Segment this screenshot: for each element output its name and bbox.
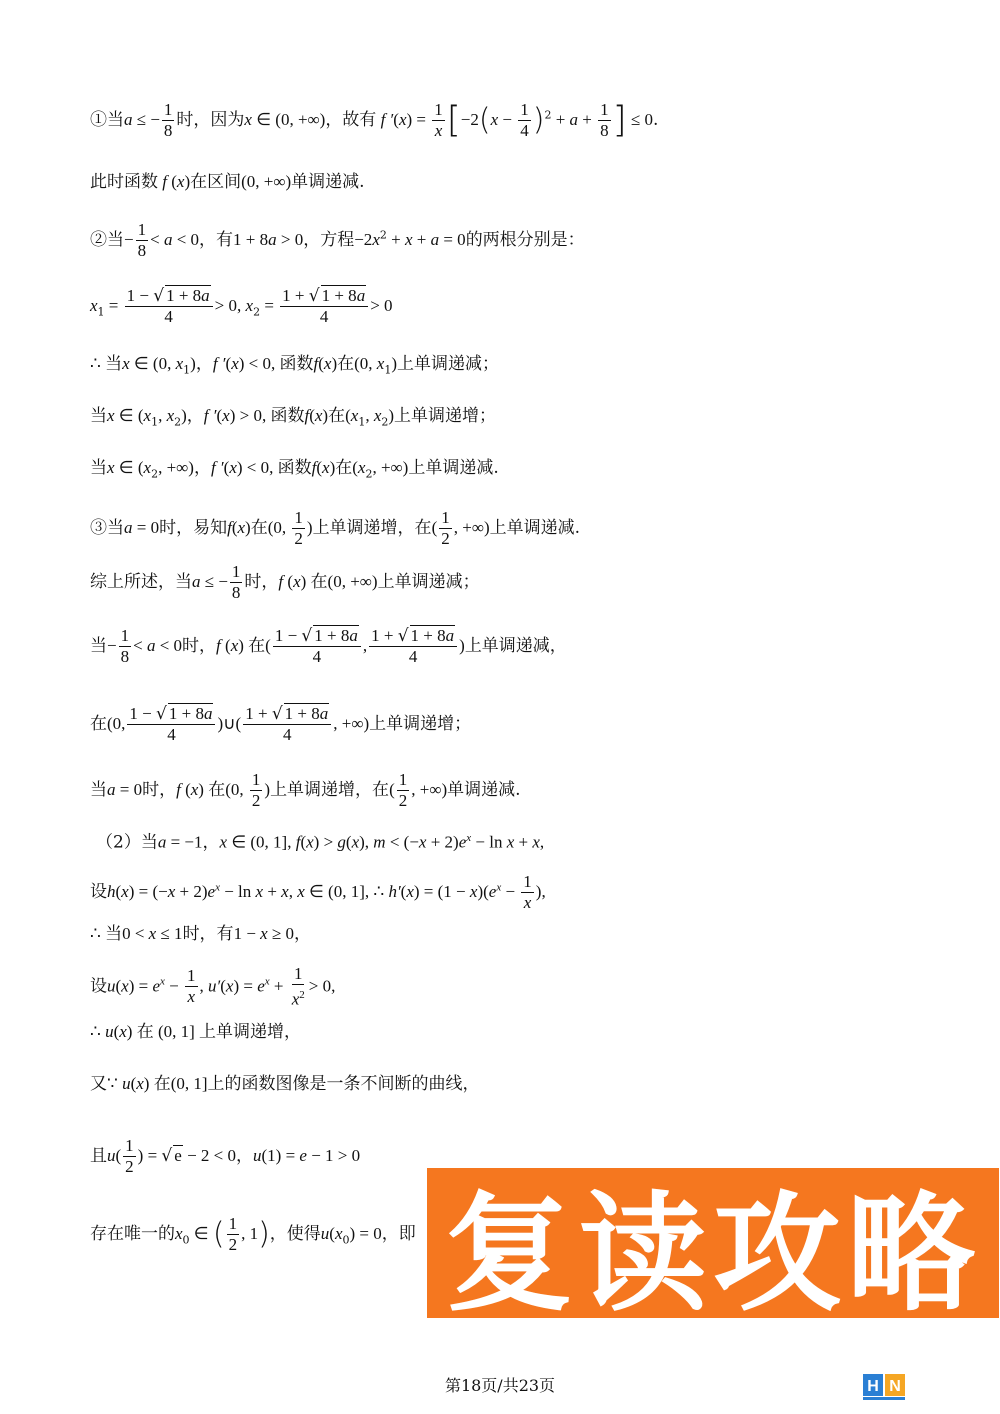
h-def-line: 设$h(x) = (-x + 2)e^x - \ln x + x$, x ∈ (0, 1], ∴ $h'(x) = (1 - x)(e^x$ − $\frac{1}{x}$ ), xyxy=(90,872,546,912)
roots-line: $x_1$ = $\frac{1 - √ 1 + 8a}{4}$ > 0, $x_2$ = $\frac{1 + √ 1 + 8a}{4}$ > 0 xyxy=(90,286,393,326)
existence-line: 存在唯一的$x_0$ ∈ ( $\frac{1}{2}$ , 1)，使得$u(x_0) = 0$，即 xyxy=(90,1214,416,1254)
interval3-line: 当x ∈ ($x_2$, +∞)，f ′(x) < 0, 函数f(x)在($x_2$, +∞)上单调递减. xyxy=(90,458,499,481)
interval2-line: 当x ∈ ($x_1$, $x_2$)，f ′(x) > 0, 函数f(x)在($x_1$, $x_2$)上单调递增； xyxy=(90,406,497,429)
logo-n: N xyxy=(889,1378,901,1395)
watermark-banner: 复读攻略 xyxy=(427,1168,999,1318)
case2-line: ②当− $\frac{1}{8}$ < a < 0，有1 + 8a > 0，方程$-2x^2 + x + a = 0$的两根分别是： xyxy=(90,220,585,260)
values-line: 且u( $\frac{1}{2}$ ) = √ e − 2 < 0，u(1) = e − 1 > 0 xyxy=(90,1136,361,1176)
u-increasing-line: ∴ u(x) 在 (0, 1] 上单调递增， xyxy=(90,1022,302,1042)
case1-line: ①当a ≤ − $\frac{1}{8}$ 时，因为x ∈ (0, +∞)，故有 f ′(x) = $\frac{1}{x}$ [−2(x − $\frac{1}{4}$ )$^2$ + a + $\frac{1}{8}$ ] ≤ 0. xyxy=(90,99,659,141)
case3-line: ③当a = 0时，易知f(x)在(0, $\frac{1}{2}$ )上单调递增，在( $\frac{1}{2}$ , +∞)上单调递减. xyxy=(90,508,581,548)
logo-h: H xyxy=(867,1378,879,1395)
page-number: 第18页/共23页 xyxy=(444,1376,556,1395)
summary1-line: 综上所述，当a ≤ − $\frac{1}{8}$ 时，f (x) 在(0, +∞)上单调递减； xyxy=(90,562,480,602)
part2-line: （2）当a = −1，x ∈ (0, 1], f(x) > g(x), $m < (-x + 2)e^x - \ln x + x$, xyxy=(96,832,545,853)
interval1-line: ∴ 当x ∈ (0, $x_1$)，f ′(x) < 0, 函数f(x)在(0, $x_1$)上单调递减； xyxy=(90,354,500,377)
case1-conclusion: 此时函数 f (x)在区间(0, +∞)单调递减. xyxy=(90,172,365,192)
u-def-line: 设$u(x) = e^x$ − $\frac{1}{x}$ , $u'(x) = e^x$ + $\frac{1}{x^2}$ > 0, xyxy=(90,964,336,1009)
hn-logo-icon xyxy=(862,1372,906,1402)
continuity-line: 又∵ u(x) 在(0, 1]上的函数图像是一条不间断的曲线， xyxy=(90,1074,480,1094)
summary4-line: 当a = 0时，f (x) 在(0, $\frac{1}{2}$ )上单调递增，在( $\frac{1}{2}$ , +∞)单调递减. xyxy=(90,770,521,810)
summary3-line: 在(0, $\frac{1 - √ 1 + 8a}{4}$ )∪( $\frac{1 + √ 1 + 8a}{4}$ , +∞)上单调递增； xyxy=(90,704,472,744)
summary2-line: 当− $\frac{1}{8}$ < a < 0时，f (x) 在( $\frac{1 - √ 1 + 8a}{4}$ , $\frac{1 + √ 1 + 8a}{4}$ )上单调递减， xyxy=(90,626,567,666)
sign-line: ∴ 当0 < x ≤ 1时，有1 − x ≥ 0， xyxy=(90,924,312,944)
